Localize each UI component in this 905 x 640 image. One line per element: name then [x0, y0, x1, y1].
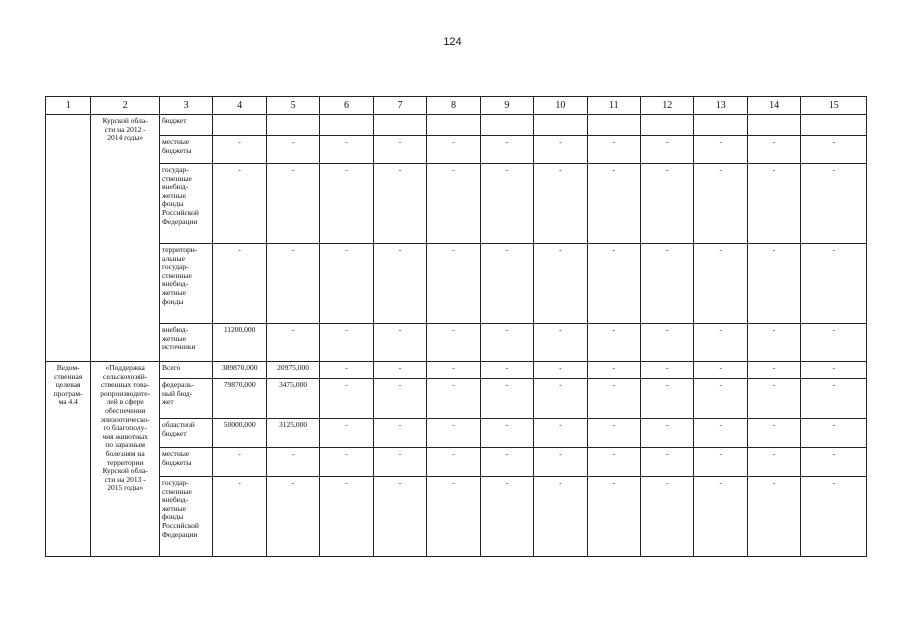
column-header: 14: [747, 97, 800, 115]
value-cell: -: [587, 419, 640, 448]
value-cell: -: [373, 419, 426, 448]
value-cell: -: [587, 136, 640, 164]
value-cell: -: [427, 419, 480, 448]
column-header: 13: [694, 97, 747, 115]
value-cell: -: [534, 244, 587, 324]
value-cell: [427, 115, 480, 136]
table-row: [46, 115, 867, 136]
value-cell: -: [641, 164, 694, 244]
value-cell: -: [534, 448, 587, 477]
value-cell: -: [427, 379, 480, 419]
value-cell: -: [320, 379, 373, 419]
value-cell: -: [534, 362, 587, 379]
value-cell: -: [641, 448, 694, 477]
column-header: 2: [91, 97, 160, 115]
value-cell: -: [534, 419, 587, 448]
value-cell: -: [320, 448, 373, 477]
value-cell: -: [427, 477, 480, 557]
value-cell: -: [534, 164, 587, 244]
value-cell: -: [320, 244, 373, 324]
table-row: [46, 379, 867, 419]
value-cell: -: [587, 324, 640, 362]
value-cell: -: [480, 324, 533, 362]
value-cell: -: [320, 419, 373, 448]
value-cell: -: [480, 477, 533, 557]
value-cell: -: [266, 324, 319, 362]
value-cell: -: [801, 324, 867, 362]
value-cell: -: [641, 477, 694, 557]
value-cell: 3475,000: [266, 379, 319, 419]
value-cell: -: [747, 324, 800, 362]
value-cell: [747, 115, 800, 136]
value-cell: -: [373, 164, 426, 244]
value-cell: -: [694, 324, 747, 362]
value-cell: 389870,000: [213, 362, 266, 379]
value-cell: -: [587, 244, 640, 324]
value-cell: -: [480, 362, 533, 379]
value-cell: [480, 115, 533, 136]
funding-source-cell: государ- ственные внебюд- жетные фонды Российской Федерации: [159, 477, 212, 557]
column-header: 1: [46, 97, 91, 115]
value-cell: -: [694, 419, 747, 448]
value-cell: -: [480, 136, 533, 164]
program-name-cell: «Поддержка сельскохозяй- ственных това- ропроизводите- лей в сфере обеспечения эпизоотическо- го благополу- чия животных по заразным болезням на территории Курской обла- сти на 2013 - 2015 годы»: [91, 362, 160, 557]
funding-source-cell: бюджет: [159, 115, 212, 136]
table-row: [46, 164, 867, 244]
status-cell: Ведом- ственная целевая програм- ма 4.4: [46, 362, 91, 557]
column-header: 11: [587, 97, 640, 115]
table-row: [46, 448, 867, 477]
value-cell: -: [801, 419, 867, 448]
column-header: 8: [427, 97, 480, 115]
table-row: [46, 419, 867, 448]
value-cell: -: [373, 379, 426, 419]
value-cell: -: [747, 477, 800, 557]
value-cell: -: [587, 448, 640, 477]
value-cell: -: [320, 164, 373, 244]
value-cell: -: [641, 379, 694, 419]
value-cell: -: [266, 477, 319, 557]
value-cell: -: [266, 164, 319, 244]
value-cell: -: [480, 419, 533, 448]
value-cell: -: [801, 164, 867, 244]
value-cell: [641, 115, 694, 136]
value-cell: -: [747, 419, 800, 448]
value-cell: -: [534, 477, 587, 557]
funding-source-cell: территори- альные государ- ственные внебюд- жетные фонды: [159, 244, 212, 324]
value-cell: -: [747, 362, 800, 379]
value-cell: -: [587, 477, 640, 557]
value-cell: -: [427, 324, 480, 362]
value-cell: -: [213, 164, 266, 244]
value-cell: -: [213, 448, 266, 477]
value-cell: -: [801, 244, 867, 324]
value-cell: -: [747, 244, 800, 324]
value-cell: -: [641, 324, 694, 362]
value-cell: -: [373, 477, 426, 557]
value-cell: -: [213, 477, 266, 557]
table-row: [46, 324, 867, 362]
value-cell: -: [320, 477, 373, 557]
value-cell: -: [694, 362, 747, 379]
value-cell: -: [747, 379, 800, 419]
value-cell: -: [320, 136, 373, 164]
value-cell: -: [427, 244, 480, 324]
column-header: 7: [373, 97, 426, 115]
header-row: [46, 97, 867, 115]
column-header: 10: [534, 97, 587, 115]
value-cell: -: [747, 164, 800, 244]
value-cell: -: [801, 477, 867, 557]
value-cell: -: [427, 136, 480, 164]
funding-source-cell: местные бюджеты: [159, 448, 212, 477]
table-row: [46, 244, 867, 324]
value-cell: -: [694, 164, 747, 244]
value-cell: -: [480, 244, 533, 324]
column-header: 6: [320, 97, 373, 115]
value-cell: -: [266, 448, 319, 477]
value-cell: -: [534, 136, 587, 164]
column-header: 9: [480, 97, 533, 115]
value-cell: [213, 115, 266, 136]
funding-source-cell: федераль- ный бюд- жет: [159, 379, 212, 419]
value-cell: [373, 115, 426, 136]
budget-table: [45, 96, 867, 557]
value-cell: -: [213, 244, 266, 324]
value-cell: 20975,000: [266, 362, 319, 379]
value-cell: -: [373, 136, 426, 164]
value-cell: -: [641, 419, 694, 448]
value-cell: -: [801, 379, 867, 419]
value-cell: -: [373, 324, 426, 362]
value-cell: -: [480, 379, 533, 419]
funding-source-cell: Всего: [159, 362, 212, 379]
status-cell: [46, 115, 91, 362]
value-cell: -: [801, 362, 867, 379]
value-cell: -: [641, 244, 694, 324]
value-cell: -: [427, 448, 480, 477]
funding-source-cell: местные бюджеты: [159, 136, 212, 164]
value-cell: -: [747, 448, 800, 477]
value-cell: -: [747, 136, 800, 164]
value-cell: -: [480, 164, 533, 244]
value-cell: -: [534, 379, 587, 419]
value-cell: -: [694, 379, 747, 419]
funding-source-cell: внебюд- жетные источники: [159, 324, 212, 362]
value-cell: -: [801, 448, 867, 477]
value-cell: -: [373, 244, 426, 324]
value-cell: [694, 115, 747, 136]
value-cell: 79870,000: [213, 379, 266, 419]
value-cell: -: [694, 448, 747, 477]
page-number: 124: [443, 36, 462, 48]
value-cell: -: [694, 136, 747, 164]
column-header: 3: [159, 97, 212, 115]
table-row: [46, 362, 867, 379]
value-cell: -: [587, 164, 640, 244]
value-cell: [801, 115, 867, 136]
value-cell: -: [266, 244, 319, 324]
value-cell: [534, 115, 587, 136]
value-cell: -: [694, 477, 747, 557]
value-cell: -: [801, 136, 867, 164]
value-cell: -: [694, 244, 747, 324]
value-cell: 11200,000: [213, 324, 266, 362]
table-row: [46, 136, 867, 164]
value-cell: -: [534, 324, 587, 362]
value-cell: -: [373, 448, 426, 477]
funding-source-cell: государ- ственные внебюд- жетные фонды Российской Федерации: [159, 164, 212, 244]
value-cell: -: [266, 136, 319, 164]
value-cell: [320, 115, 373, 136]
value-cell: -: [373, 362, 426, 379]
value-cell: 3125,000: [266, 419, 319, 448]
value-cell: -: [641, 362, 694, 379]
funding-source-cell: областной бюджет: [159, 419, 212, 448]
column-header: 4: [213, 97, 266, 115]
value-cell: -: [587, 379, 640, 419]
value-cell: -: [641, 136, 694, 164]
table-row: [46, 477, 867, 557]
value-cell: -: [213, 136, 266, 164]
column-header: 15: [801, 97, 867, 115]
value-cell: -: [427, 164, 480, 244]
column-header: 12: [641, 97, 694, 115]
value-cell: -: [587, 362, 640, 379]
program-name-cell: Курской обла- сти на 2012 - 2014 годы»: [91, 115, 160, 362]
value-cell: -: [427, 362, 480, 379]
value-cell: 50000,000: [213, 419, 266, 448]
value-cell: [587, 115, 640, 136]
value-cell: -: [480, 448, 533, 477]
value-cell: -: [320, 324, 373, 362]
value-cell: [266, 115, 319, 136]
column-header: 5: [266, 97, 319, 115]
value-cell: -: [320, 362, 373, 379]
